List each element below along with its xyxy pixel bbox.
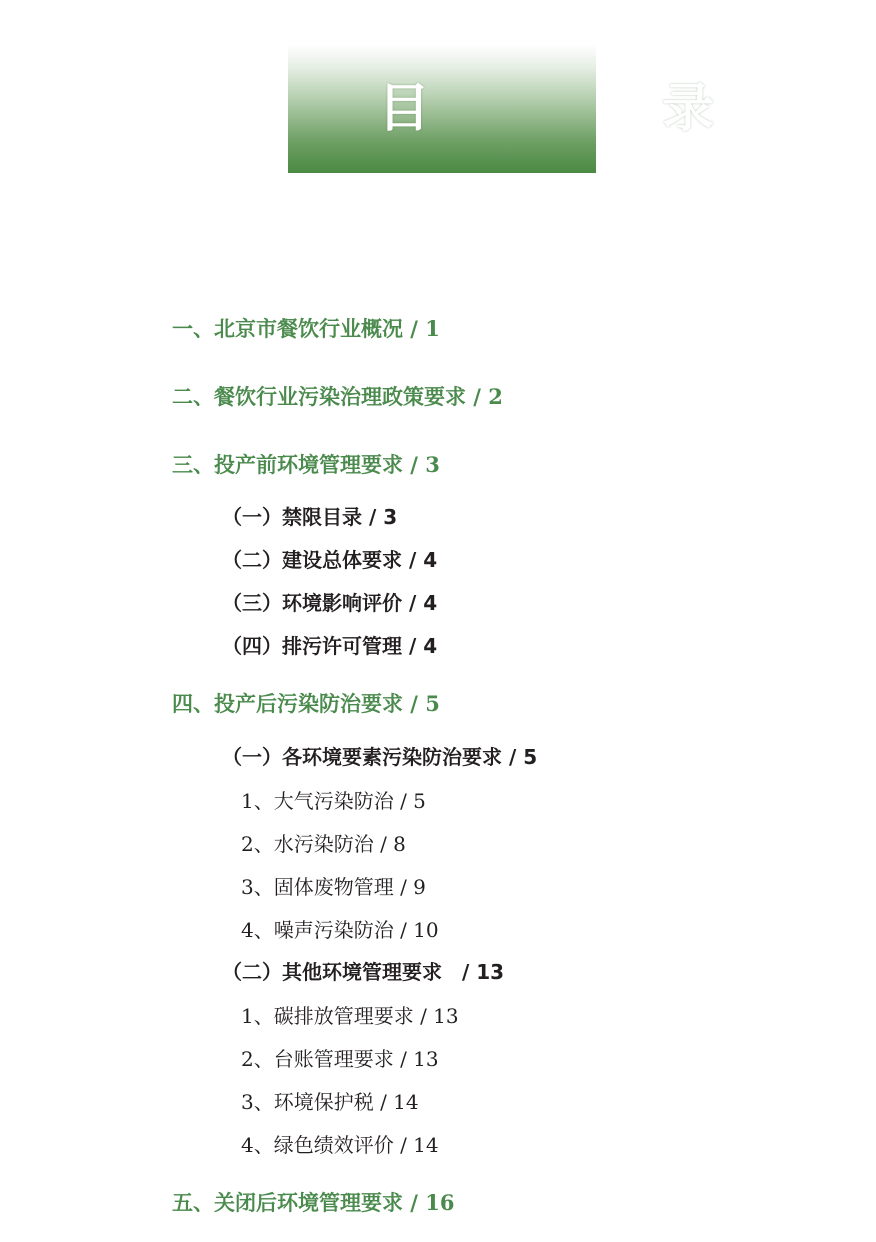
toc-section-2[interactable]: 二、餐饮行业污染治理政策要求 / 2 bbox=[172, 384, 503, 409]
toc-section-1[interactable]: 一、北京市餐饮行业概况 / 1 bbox=[172, 316, 440, 341]
toc-item-4-1-1[interactable]: 1、大气污染防治 / 5 bbox=[241, 789, 426, 813]
toc-subsection-3-3[interactable]: （三）环境影响评价 / 4 bbox=[222, 591, 438, 615]
toc-item-4-2-1[interactable]: 1、碳排放管理要求 / 13 bbox=[241, 1004, 459, 1028]
toc-item-4-2-4[interactable]: 4、绿色绩效评价 / 14 bbox=[241, 1133, 439, 1157]
toc-title-banner: 目 录 bbox=[288, 44, 596, 173]
toc-item-4-1-3[interactable]: 3、固体废物管理 / 9 bbox=[241, 875, 426, 899]
toc-section-3[interactable]: 三、投产前环境管理要求 / 3 bbox=[172, 452, 440, 477]
toc-item-4-2-3[interactable]: 3、环境保护税 / 14 bbox=[241, 1090, 419, 1114]
toc-subsection-4-2[interactable]: （二）其他环境管理要求 / 13 bbox=[222, 960, 505, 984]
toc-subsection-3-2[interactable]: （二）建设总体要求 / 4 bbox=[222, 548, 438, 572]
toc-subsection-3-4[interactable]: （四）排污许可管理 / 4 bbox=[222, 634, 438, 658]
toc-item-4-1-4[interactable]: 4、噪声污染防治 / 10 bbox=[241, 918, 439, 942]
toc-section-4[interactable]: 四、投产后污染防治要求 / 5 bbox=[172, 691, 440, 716]
toc-item-4-1-2[interactable]: 2、水污染防治 / 8 bbox=[241, 832, 406, 856]
toc-subsection-4-1[interactable]: （一）各环境要素污染防治要求 / 5 bbox=[222, 745, 538, 769]
toc-subsection-3-1[interactable]: （一）禁限目录 / 3 bbox=[222, 505, 398, 529]
toc-section-5[interactable]: 五、关闭后环境管理要求 / 16 bbox=[172, 1190, 455, 1215]
toc-item-4-2-2[interactable]: 2、台账管理要求 / 13 bbox=[241, 1047, 439, 1071]
